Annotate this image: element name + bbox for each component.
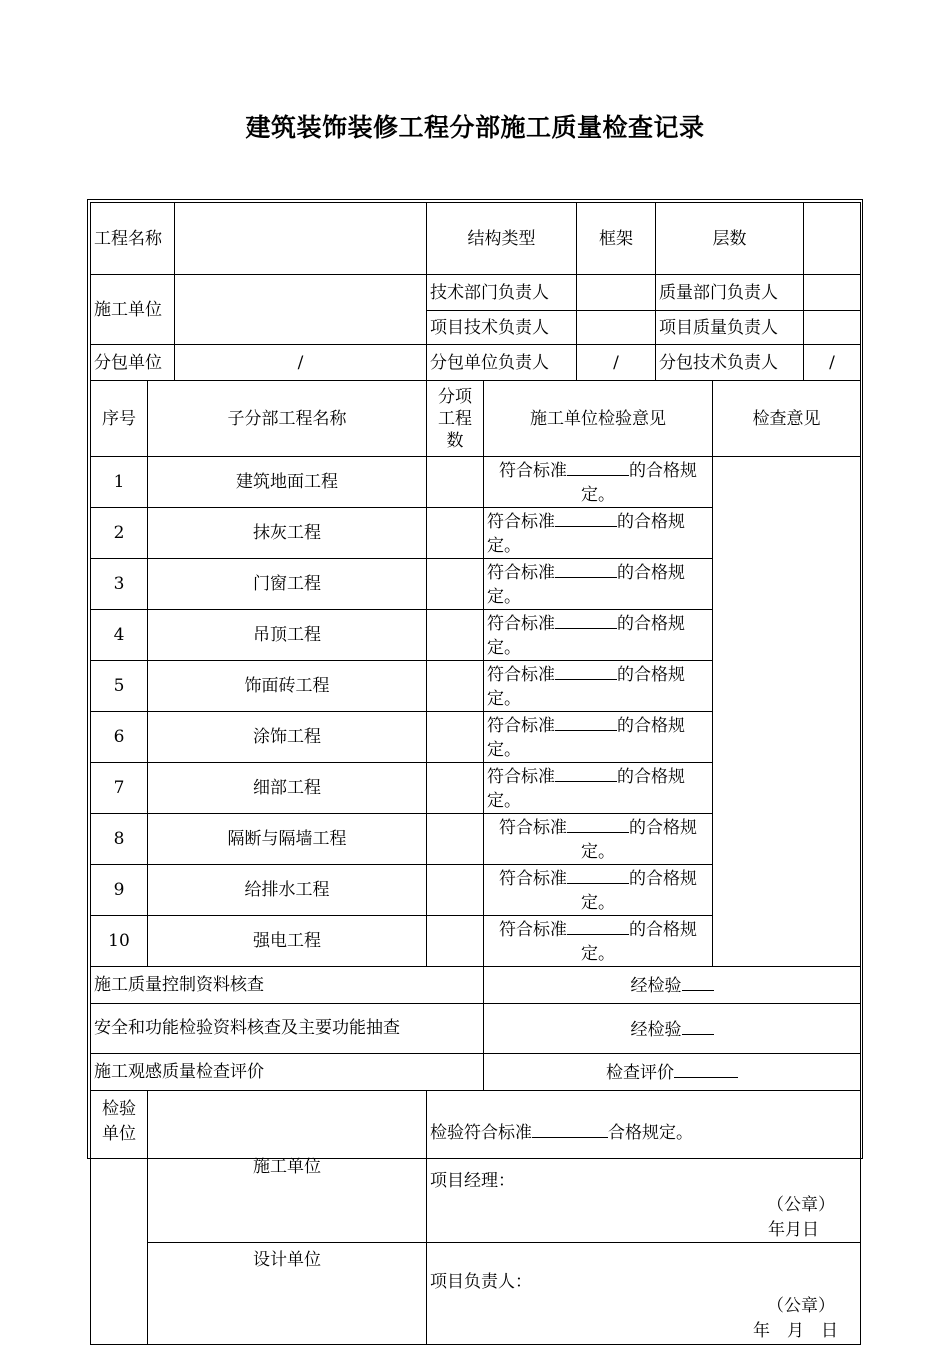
summary-row bbox=[91, 1054, 861, 1091]
opinion-prefix: 符合标准 bbox=[499, 461, 567, 481]
col-count-header: 分项工程数 bbox=[427, 381, 484, 457]
summary-row bbox=[91, 1004, 861, 1054]
row-count[interactable] bbox=[427, 559, 484, 610]
row-opinion[interactable] bbox=[484, 865, 713, 916]
col-opinion-header: 施工单位检验意见 bbox=[484, 381, 713, 457]
row-seq: 3 bbox=[91, 559, 148, 610]
table-row bbox=[91, 457, 861, 508]
opinion-suffix: 的合格规定。 bbox=[581, 461, 697, 505]
header-row-subcontractor bbox=[91, 345, 861, 381]
project-name-label: 工程名称 bbox=[91, 203, 175, 275]
row-opinion[interactable] bbox=[484, 559, 713, 610]
project-quality-head-value[interactable] bbox=[804, 311, 861, 345]
subcontractor-tech-head-value[interactable]: / bbox=[804, 345, 861, 381]
row-name: 强电工程 bbox=[148, 916, 427, 967]
project-head-label: 项目负责人： bbox=[430, 1272, 532, 1292]
inspection-contractor-row bbox=[91, 1091, 861, 1243]
col-check-header: 检查意见 bbox=[713, 381, 861, 457]
project-quality-head-label: 项目质量负责人 bbox=[656, 311, 804, 345]
row-count[interactable] bbox=[427, 508, 484, 559]
header-row-project bbox=[91, 203, 861, 275]
fill-blank[interactable] bbox=[555, 712, 617, 731]
opinion-suffix: 的合格规定。 bbox=[487, 767, 685, 811]
row-name: 门窗工程 bbox=[148, 559, 427, 610]
fill-blank[interactable] bbox=[674, 1059, 738, 1078]
designer-signature-area[interactable] bbox=[427, 1243, 861, 1345]
summary-value-text: 经检验 bbox=[630, 1019, 682, 1040]
row-name: 抹灰工程 bbox=[148, 508, 427, 559]
header-row-contractor-1 bbox=[91, 275, 861, 311]
structure-type-label: 结构类型 bbox=[427, 203, 577, 275]
opinion-prefix: 符合标准 bbox=[487, 665, 555, 685]
row-name: 建筑地面工程 bbox=[148, 457, 427, 508]
summary-value[interactable] bbox=[484, 967, 861, 1004]
row-name: 饰面砖工程 bbox=[148, 661, 427, 712]
contractor-value[interactable] bbox=[175, 275, 427, 345]
fill-blank[interactable] bbox=[555, 508, 617, 527]
opinion-suffix: 的合格规定。 bbox=[487, 512, 685, 556]
fill-blank[interactable] bbox=[532, 1119, 608, 1138]
opinion-suffix: 的合格规定。 bbox=[581, 818, 697, 862]
row-count[interactable] bbox=[427, 661, 484, 712]
opinion-prefix: 符合标准 bbox=[487, 716, 555, 736]
opinion-suffix: 的合格规定。 bbox=[581, 869, 697, 913]
project-tech-head-value[interactable] bbox=[577, 311, 656, 345]
fill-blank[interactable] bbox=[567, 457, 629, 476]
quality-dept-head-value[interactable] bbox=[804, 275, 861, 311]
opinion-prefix: 符合标准 bbox=[487, 563, 555, 583]
opinion-prefix: 符合标准 bbox=[487, 614, 555, 634]
row-opinion[interactable] bbox=[484, 763, 713, 814]
opinion-prefix: 符合标准 bbox=[499, 920, 567, 940]
row-count[interactable] bbox=[427, 610, 484, 661]
floors-label: 层数 bbox=[656, 203, 804, 275]
row-name: 隔断与隔墙工程 bbox=[148, 814, 427, 865]
designer-seal: （公章） bbox=[767, 1296, 835, 1316]
subcontractor-tech-head-label: 分包技术负责人 bbox=[656, 345, 804, 381]
check-opinion-cell[interactable] bbox=[713, 457, 861, 967]
fill-blank[interactable] bbox=[555, 763, 617, 782]
structure-type-value[interactable]: 框架 bbox=[577, 203, 656, 275]
row-seq: 10 bbox=[91, 916, 148, 967]
tech-dept-head-label: 技术部门负责人 bbox=[427, 275, 577, 311]
row-opinion[interactable] bbox=[484, 661, 713, 712]
row-name: 细部工程 bbox=[148, 763, 427, 814]
row-count[interactable] bbox=[427, 865, 484, 916]
project-tech-head-label: 项目技术负责人 bbox=[427, 311, 577, 345]
project-name-value[interactable] bbox=[175, 203, 427, 275]
subcontractor-head-value[interactable]: / bbox=[577, 345, 656, 381]
contractor-date: 年月日 bbox=[768, 1220, 819, 1240]
summary-value[interactable] bbox=[484, 1004, 861, 1054]
row-count[interactable] bbox=[427, 457, 484, 508]
row-count[interactable] bbox=[427, 763, 484, 814]
opinion-suffix: 的合格规定。 bbox=[487, 716, 685, 760]
row-count[interactable] bbox=[427, 916, 484, 967]
subcontractor-value[interactable]: / bbox=[175, 345, 427, 381]
row-seq: 5 bbox=[91, 661, 148, 712]
row-opinion[interactable] bbox=[484, 457, 713, 508]
fill-blank[interactable] bbox=[555, 610, 617, 629]
summary-value[interactable] bbox=[484, 1054, 861, 1091]
summary-label: 安全和功能检验资料核查及主要功能抽查 bbox=[91, 1004, 484, 1054]
page-title: 建筑装饰装修工程分部施工质量检查记录 bbox=[245, 113, 705, 142]
inspection-contractor-label: 施工单位 bbox=[148, 1091, 427, 1243]
tech-dept-head-value[interactable] bbox=[577, 275, 656, 311]
summary-value-text: 经检验 bbox=[630, 976, 682, 996]
contractor-seal: （公章） bbox=[767, 1195, 835, 1215]
opinion-prefix: 符合标准 bbox=[487, 512, 555, 532]
row-opinion[interactable] bbox=[484, 712, 713, 763]
row-opinion[interactable] bbox=[484, 916, 713, 967]
subcontractor-label: 分包单位 bbox=[91, 345, 175, 381]
row-count[interactable] bbox=[427, 712, 484, 763]
row-seq: 8 bbox=[91, 814, 148, 865]
row-opinion[interactable] bbox=[484, 508, 713, 559]
opinion-prefix: 符合标准 bbox=[499, 818, 567, 838]
fill-blank[interactable] bbox=[555, 661, 617, 680]
fill-blank[interactable] bbox=[567, 814, 629, 833]
row-seq: 4 bbox=[91, 610, 148, 661]
project-manager-label: 项目经理： bbox=[430, 1171, 515, 1191]
row-opinion[interactable] bbox=[484, 610, 713, 661]
opinion-suffix: 的合格规定。 bbox=[487, 614, 685, 658]
row-seq: 6 bbox=[91, 712, 148, 763]
row-count[interactable] bbox=[427, 814, 484, 865]
summary-label: 施工质量控制资料核查 bbox=[91, 967, 484, 1004]
inspection-designer-label: 设计单位 bbox=[148, 1243, 427, 1345]
fill-blank[interactable] bbox=[682, 972, 714, 991]
inspection-unit-label: 检验单位 bbox=[91, 1091, 148, 1345]
fill-blank[interactable] bbox=[682, 1016, 714, 1035]
fill-blank[interactable] bbox=[567, 916, 629, 935]
col-name-header: 子分部工程名称 bbox=[148, 381, 427, 457]
opinion-suffix: 的合格规定。 bbox=[581, 920, 697, 964]
row-opinion[interactable] bbox=[484, 814, 713, 865]
inspection-record-table bbox=[90, 202, 861, 1345]
fill-blank[interactable] bbox=[555, 559, 617, 578]
opinion-suffix: 的合格规定。 bbox=[487, 563, 685, 607]
opinion-suffix: 的合格规定。 bbox=[487, 665, 685, 709]
row-name: 涂饰工程 bbox=[148, 712, 427, 763]
contractor-signature-area[interactable] bbox=[427, 1091, 861, 1243]
row-name: 给排水工程 bbox=[148, 865, 427, 916]
inspection-designer-row bbox=[91, 1243, 861, 1345]
opinion-prefix: 符合标准 bbox=[499, 869, 567, 889]
row-seq: 2 bbox=[91, 508, 148, 559]
fill-blank[interactable] bbox=[567, 865, 629, 884]
quality-dept-head-label: 质量部门负责人 bbox=[656, 275, 804, 311]
row-name: 吊顶工程 bbox=[148, 610, 427, 661]
summary-value-text: 检查评价 bbox=[606, 1063, 674, 1083]
summary-label: 施工观感质量检查评价 bbox=[91, 1054, 484, 1091]
contractor-label: 施工单位 bbox=[91, 275, 175, 345]
item-rows bbox=[91, 457, 861, 967]
row-seq: 9 bbox=[91, 865, 148, 916]
subcontractor-head-label: 分包单位负责人 bbox=[427, 345, 577, 381]
row-seq: 7 bbox=[91, 763, 148, 814]
column-header-row bbox=[91, 381, 861, 457]
row-seq: 1 bbox=[91, 457, 148, 508]
opinion-prefix: 符合标准 bbox=[487, 767, 555, 787]
designer-date: 年 月 日 bbox=[753, 1321, 838, 1341]
summary-row bbox=[91, 967, 861, 1004]
contractor-statement: 检验符合标准 合格规定。 bbox=[430, 1119, 693, 1145]
col-seq-header: 序号 bbox=[91, 381, 148, 457]
floors-value[interactable] bbox=[804, 203, 861, 275]
